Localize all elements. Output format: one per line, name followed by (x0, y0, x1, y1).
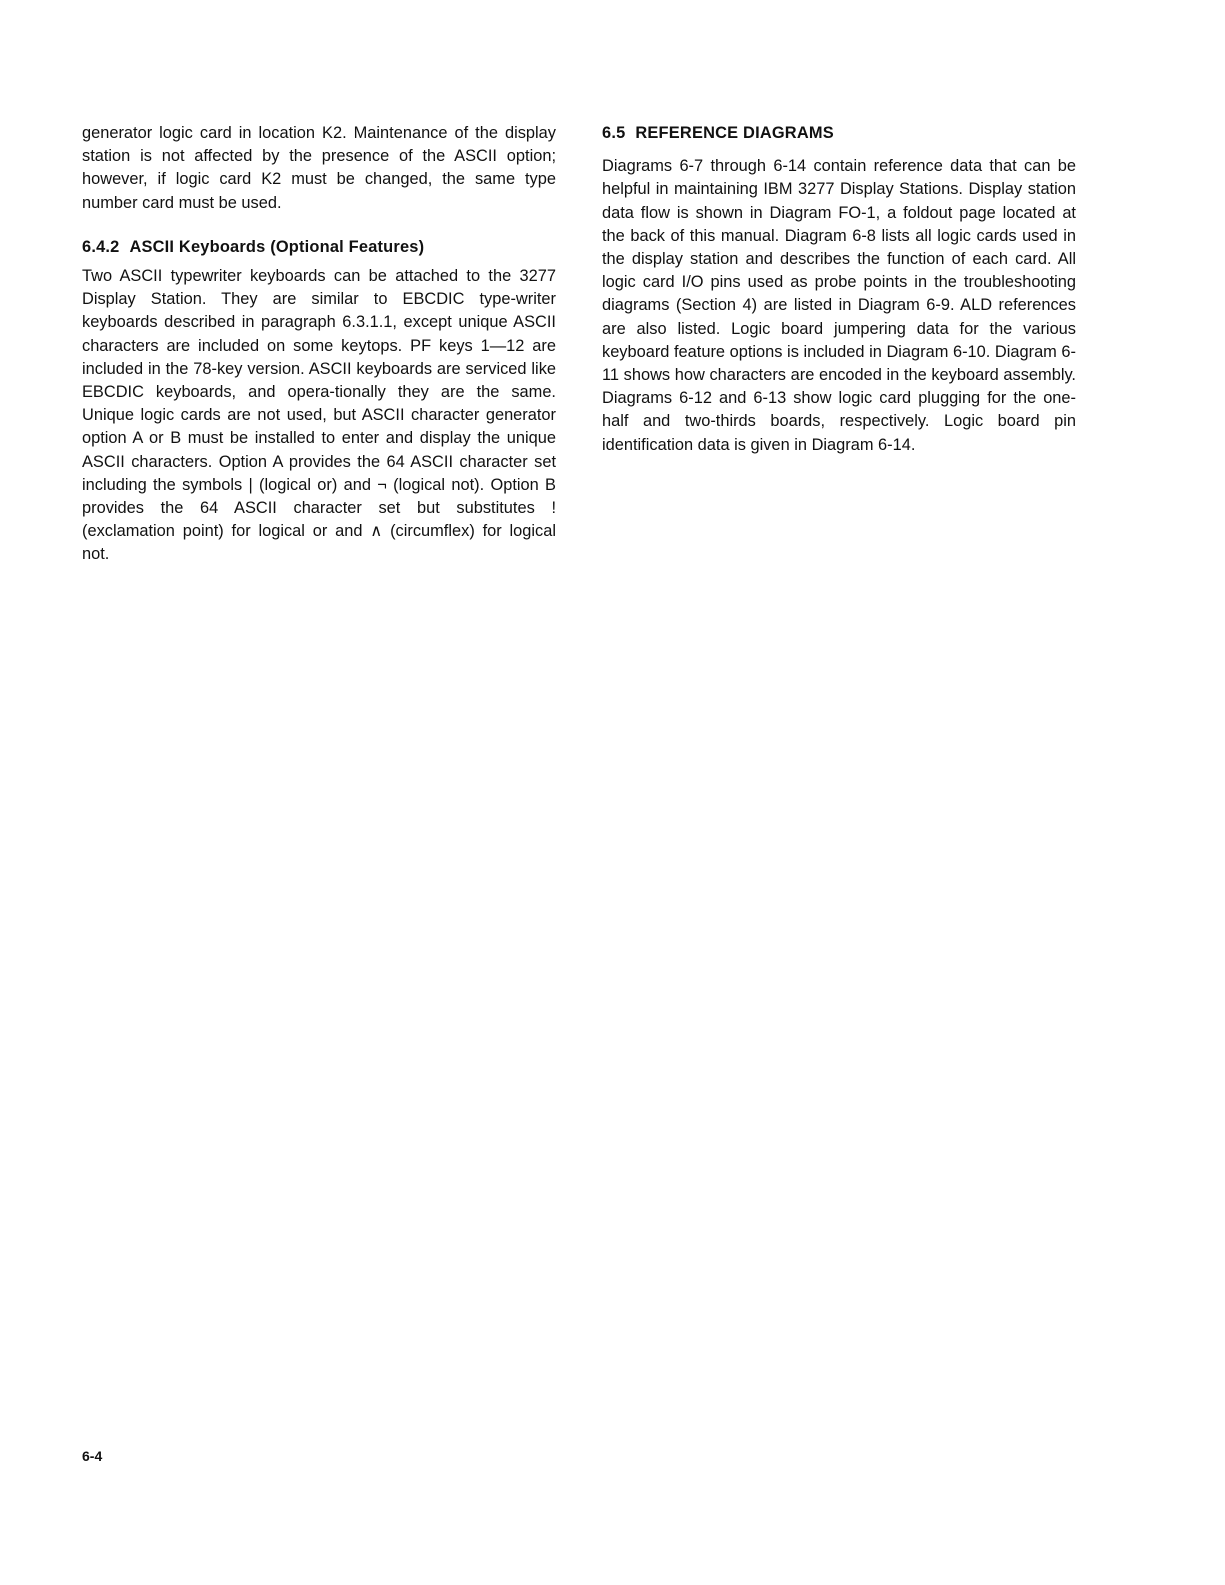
section-number: 6.4.2 (82, 237, 120, 256)
intro-paragraph: generator logic card in location K2. Maintenance of the display station is not affected by the presence of the ASCII option; however, if logic card K2 must be changed, the same type number card must be used. (82, 124, 556, 212)
section-title: ASCII Keyboards (Optional Features) (129, 237, 425, 256)
left-column (82, 122, 556, 567)
section-body-6-4-2: Two ASCII typewriter keyboards can be attached to the 3277 Display Station. They are similar to EBCDIC type-writer keyboards described in paragraph 6.3.1.1, except unique ASCII characters are included on some keytops. PF keys 1—12 are included in the 78-key version. ASCII keyboards are serviced like EBCDIC keyboards, and opera-tionally they are the same. Unique logic cards are not used, but ASCII character generator option A or B must be installed to enter and display the unique ASCII characters. Option A provides the 64 ASCII character set including the symbols | (logical or) and ¬ (logical not). Option B provides the 64 ASCII character set but substitutes ! (exclamation point) for logical or and ∧ (circumflex) for logical not. (82, 267, 556, 564)
section-heading-6-4-2 (82, 236, 556, 259)
section-body-6-5: Diagrams 6-7 through 6-14 contain reference data that can be helpful in maintaining IBM 3277 Display Stations. Display station data flow is shown in Diagram FO-1, a foldout page located at the back of this manual. Diagram 6-8 lists all logic cards used in the display station and describes the function of each card. All logic card I/O pins used as probe points in the troubleshooting diagrams (Section 4) are listed in Diagram 6-9. ALD references are also listed. Logic board jumpering data for the various keyboard feature options is included in Diagram 6-10. Diagram 6-11 shows how characters are encoded in the keyboard assembly. Diagrams 6-12 and 6-13 show logic card plugging for the one-half and two-thirds boards, respectively. Logic board pin identification data is given in Diagram 6-14. (602, 157, 1076, 454)
section-number: 6.5 (602, 124, 626, 142)
right-column (602, 122, 1076, 457)
section-heading-6-5 (602, 122, 1076, 145)
page-number: 6-4 (82, 1448, 103, 1464)
section-title: REFERENCE DIAGRAMS (635, 124, 834, 142)
